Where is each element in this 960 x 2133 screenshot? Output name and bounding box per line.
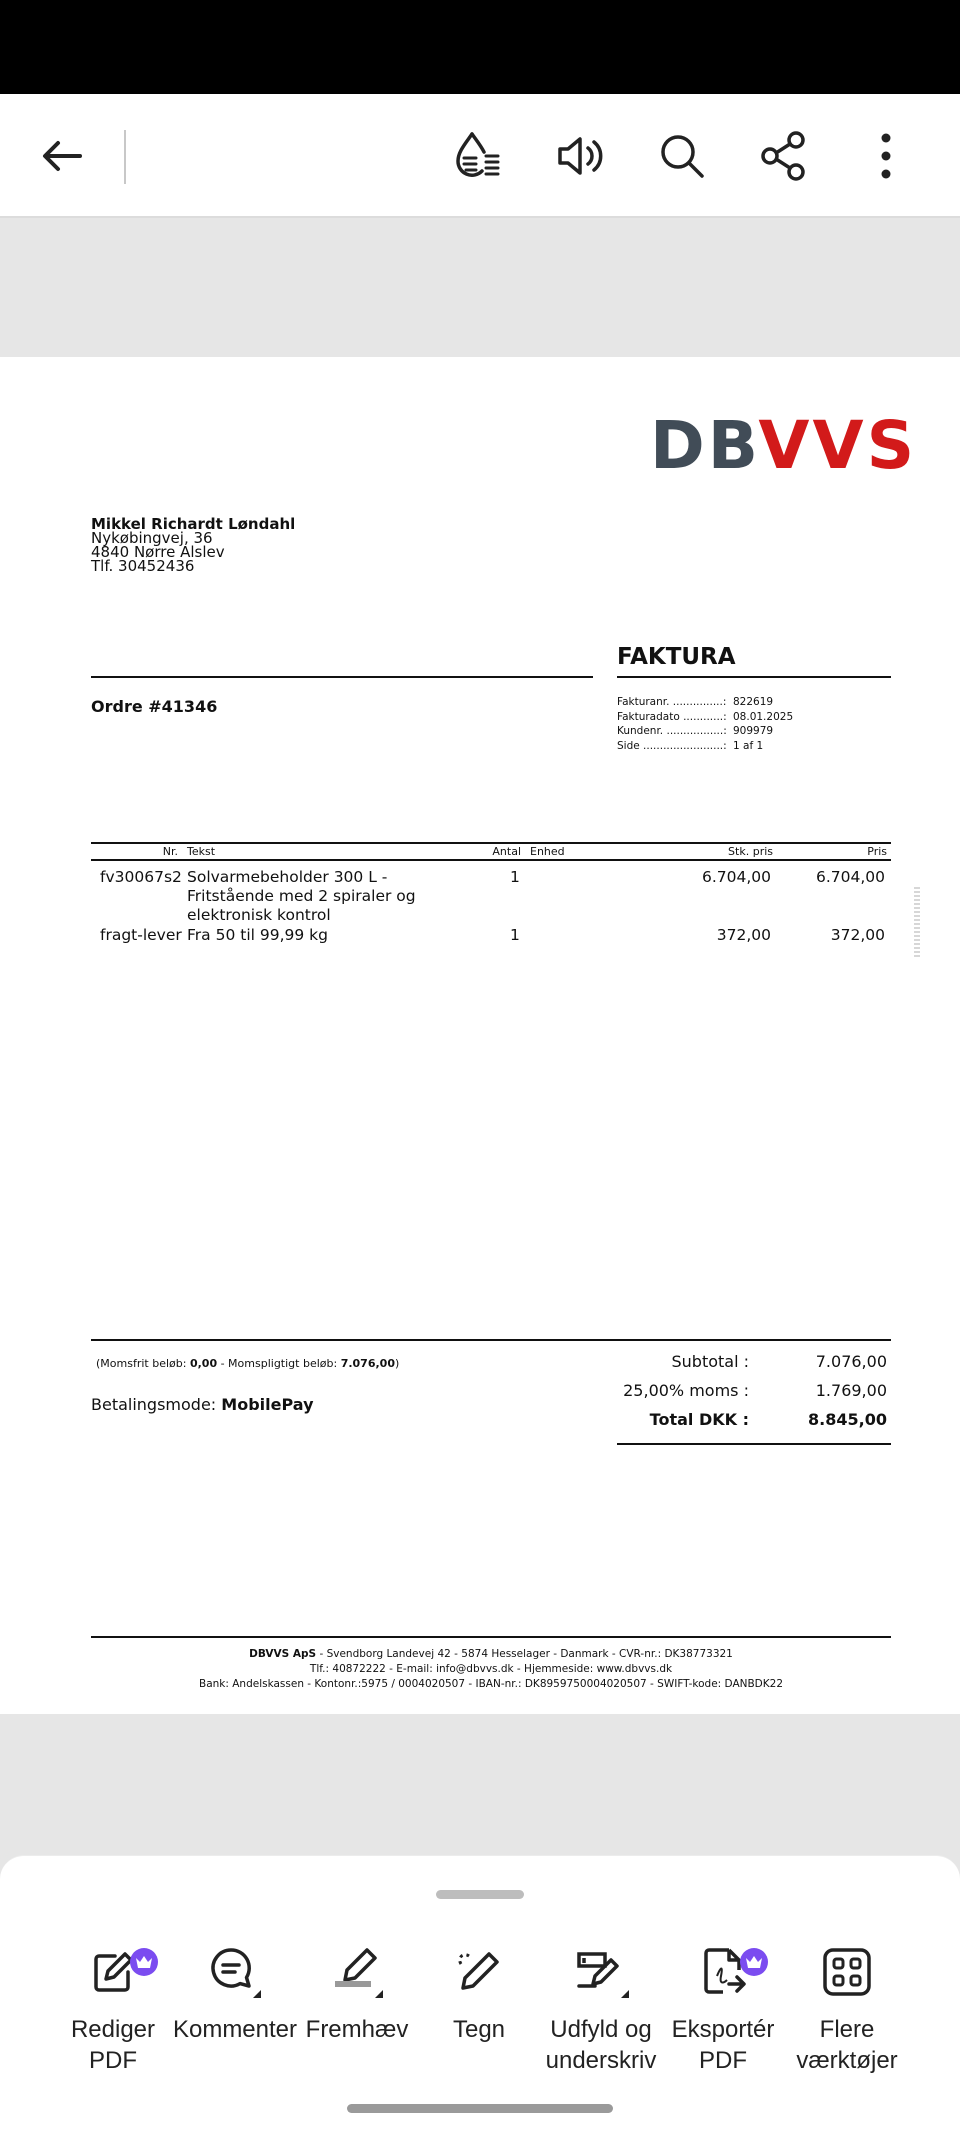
col-header-nr: Nr.	[162, 845, 178, 858]
invoice-meta	[617, 695, 793, 753]
customer-address	[91, 517, 295, 573]
line-qty: 1	[510, 868, 520, 886]
status-bar	[0, 0, 960, 94]
premium-crown-icon	[130, 1948, 158, 1976]
col-header-pris: Pris	[867, 845, 887, 858]
tool-more-tools[interactable]: Flere værktøjer	[782, 1936, 912, 2076]
tools-sheet	[0, 1855, 960, 2133]
home-indicator[interactable]	[347, 2104, 613, 2113]
pdf-page	[0, 357, 960, 1714]
company-footer: DBVVS ApS - Svendborg Landevej 42 - 5874 Hesselager - Danmark - CVR-nr.: DK38773321 Tlf.: 40872222 - E-mail: info@dbvvs.dk - Hjemmeside: www.dbvvs.dk Bank: Andelskassen - Kontonr.:5975 / 0004020507 - IBAN-nr.: DK8959750004020507 - SWIFT-kode: DANBDK22	[198, 1648, 784, 1690]
vat-note: (Momsfrit beløb: 0,00 - Momspligtigt beløb: 7.076,00)	[96, 1357, 400, 1370]
tool-highlight[interactable]: Fremhæv	[292, 1936, 422, 2045]
side-print-mark	[914, 887, 920, 957]
highlight-icon	[329, 1944, 385, 2000]
col-header-tekst: Tekst	[187, 845, 216, 858]
read-aloud-icon	[552, 128, 608, 184]
footer-rule	[91, 1636, 891, 1638]
order-number: Ordre #41346	[91, 697, 218, 716]
fill-sign-icon	[571, 1944, 631, 2000]
liquid-mode-icon	[450, 128, 506, 184]
sheet-drag-handle[interactable]	[436, 1890, 524, 1899]
table-top-rule	[91, 842, 891, 844]
vat-value: 1.769,00	[815, 1381, 887, 1400]
back-button[interactable]	[30, 124, 94, 188]
edit-pdf-icon	[89, 1948, 137, 1996]
share-icon	[756, 128, 812, 184]
tool-export-pdf[interactable]: Eksportér PDF	[658, 1936, 788, 2076]
customer-phone: Tlf. 30452436	[91, 557, 195, 575]
draw-icon	[451, 1944, 507, 2000]
more-button[interactable]	[854, 124, 918, 188]
more-icon	[858, 128, 914, 184]
line-nr: fragt-lever	[100, 926, 182, 944]
tool-comment[interactable]: Kommenter	[170, 1936, 300, 2045]
payment-method: Betalingsmode: MobilePay	[91, 1395, 314, 1414]
subtotal-value: 7.076,00	[815, 1352, 887, 1371]
premium-crown-icon	[740, 1948, 768, 1976]
meta-row: Fakturadato ............: 08.01.2025	[617, 710, 794, 723]
liquid-mode-button[interactable]	[446, 124, 510, 188]
tool-edit-pdf[interactable]: Rediger PDF	[48, 1936, 178, 2076]
tool-fill-sign[interactable]: Udfyld og underskriv	[536, 1936, 666, 2076]
col-header-antal: Antal	[492, 845, 521, 858]
company-logo: DBVVS	[650, 407, 918, 484]
table-header-rule	[91, 859, 891, 861]
search-button[interactable]	[650, 124, 714, 188]
subtotal-label: Subtotal :	[671, 1352, 749, 1371]
totals-rule	[91, 1339, 891, 1341]
read-aloud-button[interactable]	[548, 124, 612, 188]
tool-draw[interactable]: Tegn	[414, 1936, 544, 2045]
line-price: 6.704,00	[815, 868, 885, 886]
vat-label: 25,00% moms :	[623, 1381, 749, 1400]
export-pdf-icon	[699, 1946, 747, 1998]
toolbar-divider	[124, 130, 126, 184]
comment-icon	[207, 1944, 263, 2000]
total-label: Total DKK :	[649, 1410, 749, 1429]
col-header-stk-pris: Stk. pris	[728, 845, 773, 858]
meta-row: Side ........................: 1 af 1	[617, 739, 764, 752]
line-text: Solvarmebeholder 300 L -	[187, 868, 388, 886]
invoice-title: FAKTURA	[617, 644, 736, 670]
line-qty: 1	[510, 926, 520, 944]
line-text: elektronisk kontrol	[187, 906, 331, 924]
total-value: 8.845,00	[808, 1410, 887, 1429]
line-text: Fra 50 til 99,99 kg	[187, 926, 328, 944]
top-toolbar	[0, 94, 960, 218]
back-arrow-icon	[38, 132, 86, 180]
divider	[91, 676, 593, 678]
col-header-enhed: Enhed	[530, 845, 565, 858]
customer-street: Nykøbingvej, 36	[91, 529, 213, 547]
total-rule	[617, 1443, 891, 1445]
search-icon	[654, 128, 710, 184]
meta-row: Fakturanr. ...............: 822619	[617, 696, 774, 708]
line-price: 372,00	[830, 926, 885, 944]
line-nr: fv30067s2	[100, 868, 182, 886]
customer-name: Mikkel Richardt Løndahl	[91, 515, 296, 533]
customer-city: 4840 Nørre Alslev	[91, 543, 225, 561]
divider	[617, 676, 891, 678]
line-unit-price: 6.704,00	[701, 868, 771, 886]
line-unit-price: 372,00	[716, 926, 771, 944]
share-button[interactable]	[752, 124, 816, 188]
meta-row: Kundenr. .................: 909979	[617, 725, 774, 737]
more-tools-icon	[821, 1946, 873, 1998]
line-text: Fritstående med 2 spiraler og	[187, 887, 416, 905]
